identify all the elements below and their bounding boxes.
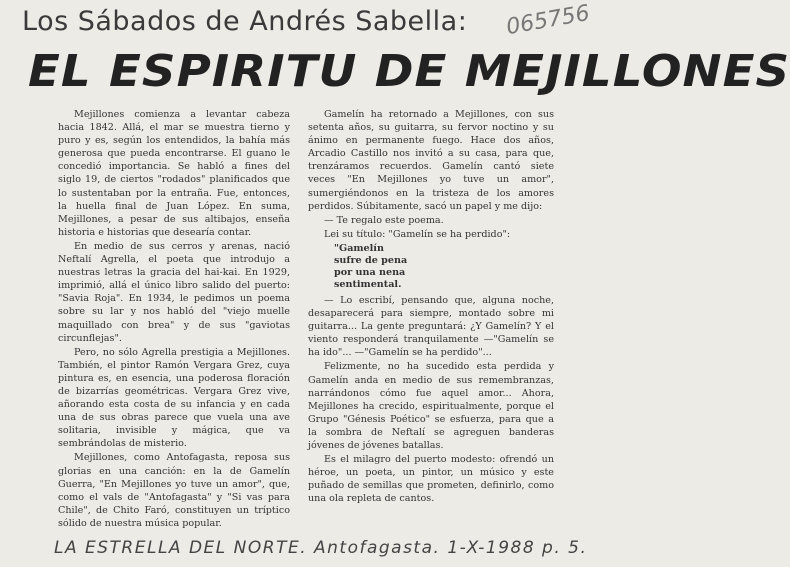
- paragraph: En medio de sus cerros y arenas, nació Neftalí Agrella, el poeta que introdujo a nuestras letras la gracia del hai-kai. En 1929, imprimió, allá el único libro salido del puerto: "Savia Roja". En 1934, le pedimos un poema sobre su lar y nos habló del "viejo muelle maquillado con brea" y de sus "gaviotas circunflejas".: [58, 240, 290, 344]
- paragraph: Mejillones, como Antofagasta, reposa sus glorias en una canción: en la de Gamelín Guerra, "En Mejillones yo tuve un amor", que, como el vals de "Antofagasta" y "Si vas para Chile", de Chito Faró, constituyen un tríptico sólido de nuestra música popular.: [58, 452, 290, 529]
- article-headline: EL ESPIRITU DE MEJILLONES: [28, 46, 790, 97]
- handwritten-catalog-number: 065756: [504, 0, 592, 41]
- paragraph: — Te regalo este poema.: [324, 214, 444, 226]
- poem-line: "Gamelín: [334, 242, 384, 254]
- right-column: [308, 108, 554, 506]
- poem-excerpt: [334, 243, 554, 291]
- poem-line: sentimental.: [334, 278, 402, 290]
- paragraph: Mejillones comienza a levantar cabeza hacia 1842. Allá, el mar se muestra tierno y puro y es, según los entendidos, la bahía más generosa que pueda encontrarse. El guano le concedió importancia. Se habló a fines del siglo 19, de ciertos "rodados" planificados que lo sustentaban por la entraña. Fue, entonces, la huella final de Juan López. En suma, Mejillones, a pesar de sus altibajos, enseña historia e historias que desearía contar.: [58, 109, 290, 238]
- column-kicker: Los Sábados de Andrés Sabella:: [22, 6, 468, 37]
- paragraph: Felizmente, no ha sucedido esta perdida y Gamelín anda en medio de sus remembranzas, narrándonos cómo fue aquel amor... Ahora, Mejillones ha crecido, espiritualmente, porque el Grupo "Génesis Poético" se esfuerza, para que a la sombra de Neftalí se agreguen banderas jóvenes de jóvenes batallas.: [308, 361, 554, 451]
- paragraph: Gamelín ha retornado a Mejillones, con sus setenta años, su guitarra, su fervor noctino y su ánimo en permanente fuego. Hace dos años, Arcadio Castillo nos invitó a su casa, para que, trenzáramos recuerdos. Gamelín cantó siete veces "En Mejillones yo tuve un amor", sumergiéndonos en la tristeza de los amores perdidos. Súbitamente, sacó un papel y me dijo:: [308, 109, 554, 212]
- left-column: [58, 108, 290, 531]
- paragraph: — Lo escribí, pensando que, alguna noche, desaparecerá para siempre, montado sobre mi guitarra... La gente preguntará: ¿Y Gamelín? Y el viento responderá tranquilamente —"Gamelín se ha ido"... —"Gamelín se ha perdido"...: [308, 294, 554, 359]
- poem-line: por una nena: [334, 266, 406, 278]
- poem-line: sufre de pena: [334, 254, 408, 266]
- paragraph: Lei su título: "Gamelín se ha perdido":: [324, 228, 511, 240]
- handwritten-source-note: LA ESTRELLA DEL NORTE. Antofagasta. 1-X-1988 p. 5.: [54, 538, 588, 558]
- paragraph: Pero, no sólo Agrella prestigia a Mejillones. También, el pintor Ramón Vergara Grez, cuya pintura es, en esencia, una poderosa floración de bizarrías geométricas. Vergara Grez vive, añorando esta costa de su infancia y en cada una de sus obras parece que vuela una ave solitaria, invisible y mágica, que va sembrándolas de misterio.: [58, 346, 290, 450]
- paragraph: Es el milagro del puerto modesto: ofrendó un héroe, un poeta, un pintor, un músico y este puñado de semillas que prometen, definirlo, como una ola repleta de cantos.: [308, 454, 554, 505]
